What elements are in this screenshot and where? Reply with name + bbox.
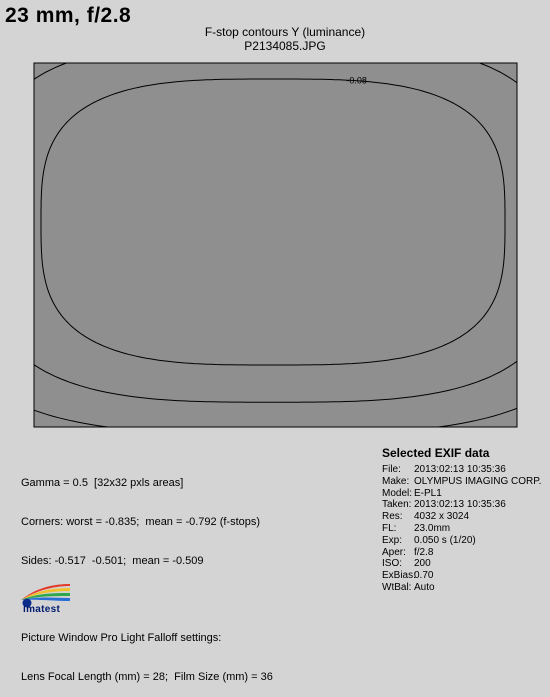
exif-key: Model: <box>382 487 413 499</box>
exif-key: Make: <box>382 475 410 487</box>
exif-key: Aper: <box>382 546 406 558</box>
stats-block <box>21 451 273 697</box>
exif-value: 2013:02:13 10:35:36 <box>414 499 506 511</box>
exif-value: 0.70 <box>414 570 434 582</box>
exif-value: 4032 x 3024 <box>414 511 470 523</box>
exif-value: f/2.8 <box>414 546 434 558</box>
exif-row <box>382 570 550 582</box>
exif-row <box>382 464 550 476</box>
exif-row <box>382 558 550 570</box>
exif-row <box>382 476 550 488</box>
exif-row <box>382 547 550 559</box>
settings-title: Picture Window Pro Light Falloff settings: <box>21 632 222 644</box>
exif-value: 2013:02:13 10:35:36 <box>414 464 506 475</box>
exif-row <box>382 488 550 500</box>
exif-key: Exp: <box>382 534 403 546</box>
exif-key: ExBias: <box>382 570 416 582</box>
chart-title-line2: P2134085.JPG <box>244 39 326 53</box>
exif-panel <box>382 446 550 594</box>
exif-key: WtBal: <box>382 581 412 593</box>
gamma-text: Gamma = 0.5 [32x32 pxls areas] <box>21 477 184 489</box>
contour-label: -0.08 <box>346 75 367 86</box>
exif-key: Taken: <box>382 499 412 511</box>
exif-value: 23.0mm <box>414 522 451 534</box>
exif-row <box>382 535 550 547</box>
plot-area <box>34 63 517 427</box>
sides-text: Sides: -0.517 -0.501; mean = -0.509 <box>21 555 204 567</box>
exif-key: Res: <box>382 511 403 523</box>
chart-title-line1: F-stop contours Y (luminance) <box>204 25 366 39</box>
exif-key: FL: <box>382 522 397 534</box>
exif-value: OLYMPUS IMAGING CORP. <box>414 475 542 487</box>
exif-key: File: <box>382 464 401 475</box>
corners-text: Corners: worst = -0.835; mean = -0.792 (f-stops) <box>21 516 261 528</box>
exif-value: E-PL1 <box>414 487 442 499</box>
logo-text: imatest <box>23 604 61 615</box>
exif-row <box>382 523 550 535</box>
exif-row <box>382 499 550 511</box>
exif-value: Auto <box>414 581 435 593</box>
page-heading: 23 mm, f/2.8 <box>5 4 132 27</box>
exif-row <box>382 582 550 594</box>
exif-value: 200 <box>414 558 431 570</box>
exif-title: Selected EXIF data <box>382 446 490 460</box>
exif-key: ISO: <box>382 558 403 570</box>
settings-text: Lens Focal Length (mm) = 28; Film Size (mm) = 36 <box>21 671 273 683</box>
exif-row <box>382 511 550 523</box>
exif-value: 0.050 s (1/20) <box>414 534 476 546</box>
